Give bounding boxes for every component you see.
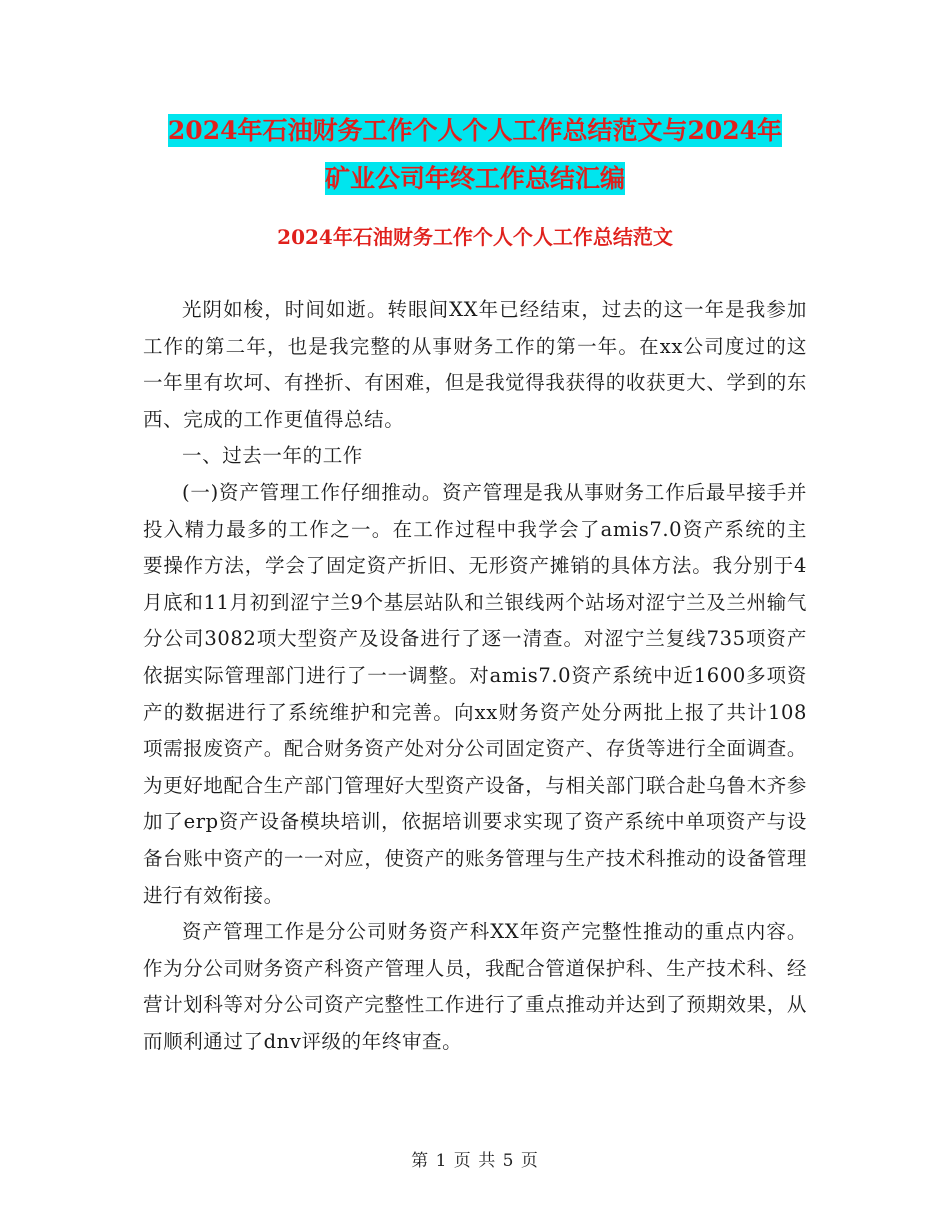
heading-past-year-work: 一、过去一年的工作	[182, 444, 363, 468]
paragraph-intro: 光阴如梭，时间如逝。转眼间XX年已经结束，过去的这一年是我参加工作的第二年，也是我完整的从事财务工作的第一年。在xx公司度过的这一年里有坎坷、有挫折、有困难，但是我觉得我获得的收获更大、学到的东西、完成的工作更值得总结。	[143, 298, 807, 431]
page-number-footer: 第 1 页 共 5 页	[411, 1151, 539, 1171]
document-title	[140, 107, 810, 203]
section-title: 2024年石油财务工作个人个人工作总结范文	[277, 225, 673, 249]
title-line-1: 2024年石油财务工作个人个人工作总结范文与2024年	[167, 116, 783, 145]
paragraph-asset-integrity: 资产管理工作是分公司财务资产科XX年资产完整性推动的重点内容。作为分公司财务资产科资产管理人员，我配合管道保护科、生产技术科、经营计划科等对分公司资产完整性工作进行了重点推动并达到了预期效果，从而顺利通过了dnv评级的年终审查。	[143, 920, 807, 1053]
paragraph-asset-management: (一)资产管理工作仔细推动。资产管理是我从事财务工作后最早接手并投入精力最多的工作之一。在工作过程中我学会了amis7.0资产系统的主要操作方法，学会了固定资产折旧、无形资产摊销的具体方法。我分别于4月底和11月初到涩宁兰9个基层站队和兰银线两个站场对涩宁兰及兰州输气分公司3082项大型资产及设备进行了逐一清查。对涩宁兰复线735项资产依据实际管理部门进行了一一调整。对amis7.0资产系统中近1600多项资产的数据进行了系统维护和完善。向xx财务资产处分两批上报了共计108项需报废资产。配合财务资产处对分公司固定资产、存货等进行全面调查。为更好地配合生产部门管理好大型资产设备，与相关部门联合赴乌鲁木齐参加了erp资产设备模块培训，依据培训要求实现了资产系统中单项资产与设备台账中资产的一一对应，使资产的账务管理与生产技术科推动的设备管理进行有效衔接。	[143, 480, 807, 907]
document-body	[143, 292, 807, 1060]
title-line-2: 矿业公司年终工作总结汇编	[324, 164, 625, 193]
